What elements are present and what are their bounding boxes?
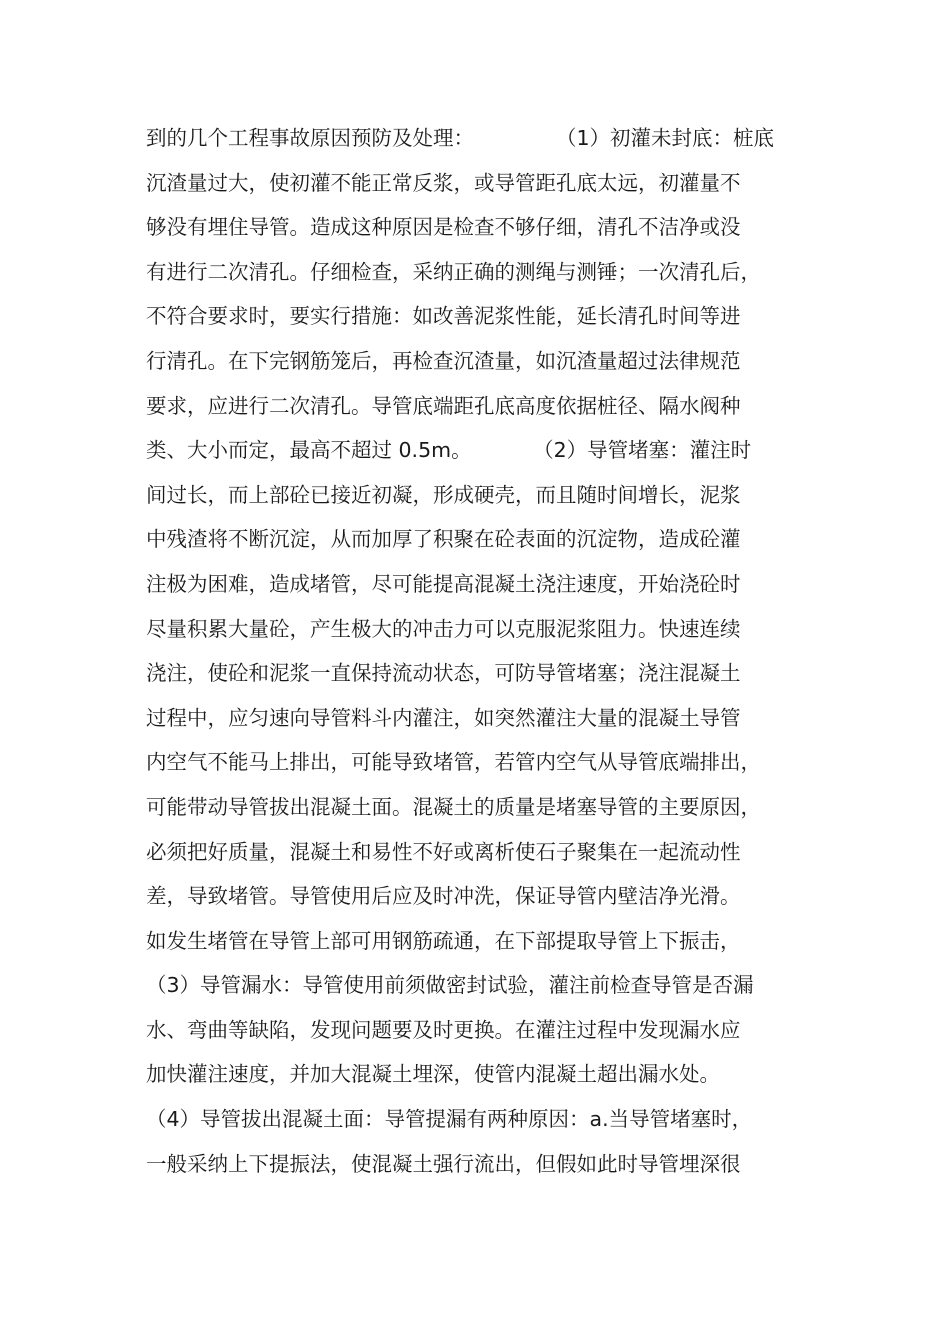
- text-line-12: 尽量积累大量砼，产生极大的冲击力可以克服泥浆阻力。快速连续: [146, 616, 741, 641]
- text-line-7: 要求，应进行二次清孔。导管底端距孔底高度依据桩径、隔水阀种: [146, 393, 741, 418]
- text-line-17: 必须把好质量，混凝土和易性不好或离析使石子聚集在一起流动性: [146, 839, 741, 864]
- text-line-20: （3）导管漏水：导管使用前须做密封试验，灌注前检查导管是否漏: [146, 973, 754, 998]
- text-line-5: 不符合要求时，要实行措施：如改善泥浆性能，延长清孔时间等进: [146, 304, 741, 329]
- text-line-16: 可能带动导管拔出混凝土面。混凝土的质量是堵塞导管的主要原因，: [146, 794, 761, 819]
- text-line-19: 如发生堵管在导管上部可用钢筋疏通，在下部提取导管上下振击，: [146, 928, 741, 953]
- text-line-14: 过程中，应匀速向导管料斗内灌注，如突然灌注大量的混凝土导管: [146, 705, 741, 730]
- text-line-13: 浇注，使砼和泥浆一直保持流动状态，可防导管堵塞；浇注混凝土: [146, 661, 741, 686]
- text-line-23: （4）导管拔出混凝土面：导管提漏有两种原因：a.当导管堵塞时，: [146, 1107, 753, 1132]
- text-line-4: 有进行二次清孔。仔细检查，采纳正确的测绳与测锤；一次清孔后，: [146, 259, 761, 284]
- text-line-24: 一般采纳上下提振法，使混凝土强行流出，但假如此时导管埋深很: [146, 1151, 741, 1176]
- text-line-18: 差，导致堵管。导管使用后应及时冲洗，保证导管内壁洁净光滑。: [146, 884, 741, 909]
- text-line-21: 水、弯曲等缺陷，发现问题要及时更换。在灌注过程中发现漏水应: [146, 1017, 741, 1042]
- text-line-2: 沉渣量过大，使初灌不能正常反浆，或导管距孔底太远，初灌量不: [146, 170, 741, 195]
- text-line-15: 内空气不能马上排出，可能导致堵管，若管内空气从导管底端排出，: [146, 750, 761, 775]
- text-line-6: 行清孔。在下完钢筋笼后，再检查沉渣量，如沉渣量超过法律规范: [146, 348, 741, 373]
- body-text: [146, 116, 816, 1186]
- text-line-11: 注极为困难，造成堵管，尽可能提高混凝土浇注速度，开始浇砼时: [146, 571, 741, 596]
- text-line-8: 类、大小而定，最高不超过 0.5m。 （2）导管堵塞：灌注时: [146, 438, 752, 463]
- text-line-3: 够没有埋住导管。造成这种原因是检查不够仔细，清孔不洁净或没: [146, 215, 741, 240]
- text-line-22: 加快灌注速度，并加大混凝土埋深，使管内混凝土超出漏水处。: [146, 1062, 720, 1087]
- text-line-1: 到的几个工程事故原因预防及处理： （1）初灌未封底：桩底: [146, 126, 775, 150]
- text-line-9: 间过长，而上部砼已接近初凝，形成硬壳，而且随时间增长，泥浆: [146, 482, 741, 507]
- text-line-10: 中残渣将不断沉淀，从而加厚了积聚在砼表面的沉淀物，造成砼灌: [146, 527, 741, 552]
